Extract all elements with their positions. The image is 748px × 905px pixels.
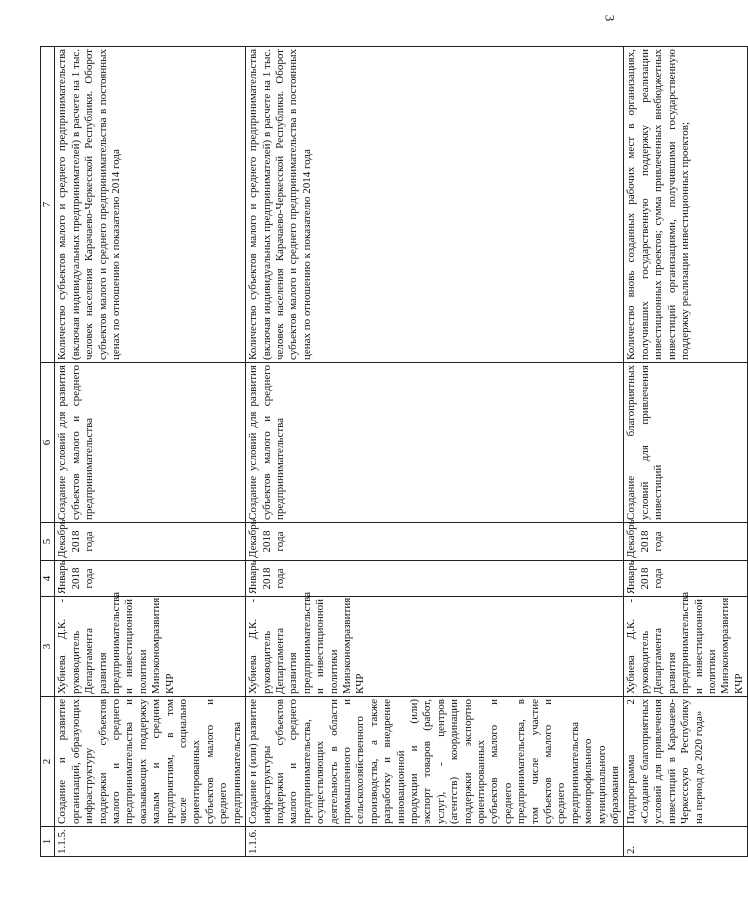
column-number: 4 (41, 561, 55, 597)
page-number: 3 (602, 14, 618, 22)
column-number: 7 (41, 47, 55, 363)
start-date-cell: Январь 2018 года (624, 561, 748, 597)
start-date-cell: Январь 2018 года (55, 561, 246, 597)
event-cell: Создание и развитие организаций, образующих инфраструктуру поддержки субъектов малого и среднего предпринимательства и оказывающих поддержку малым и средним предприятиям, в том числе социально ориентированных субъектов малого и среднего предпринимательства (55, 697, 246, 827)
event-cell: Создание и (или) развитие инфраструктуры поддержки субъектов малого и среднего предпринимательства, осуществляющих деятельность в области промышленного и сельскохозяйственного производства, а также разработку и внедрение инновационной продукции и (или) экспорт товаров (работ, услуг), - центров (агентств) координации поддержки экспортно ориентированных субъектов малого и среднего предпринимательства, в том числе участие субъектов малого и среднего предпринимательства монопрофильного муниципального образования (246, 697, 624, 827)
column-number-row (41, 47, 55, 857)
column-number: 1 (41, 827, 55, 857)
indicators-cell: Количество вновь созданных рабочих мест в организациях, получивших государственную поддержку реализации инвестиционных проектов; сумма привлеченных внебюджетных инвестиций организациями, получившими государственную поддержку реализации инвестиционных проектов; (624, 47, 748, 363)
indicators-cell: Количество субъектов малого и среднего предпринимательства (включая индивидуальных предпринимателей) в расчете на 1 тыс. человек населения Карачаево-Черкесской Республики. Оборот субъектов малого и среднего предпринимательства в постоянных ценах по отношению к показателю 2014 года (246, 47, 624, 363)
table-row (55, 47, 246, 857)
responsible-cell: Хубиева Д.К. - руководитель Департамента развития предпринимательства и инвестиционной политики Минэкономразвития КЧР (624, 597, 748, 697)
responsible-cell: Хубиева Д.К. - руководитель Департамента развития предпринимательства и инвестиционной политики Минэкономразвития КЧР (246, 597, 624, 697)
column-number: 5 (41, 523, 55, 561)
result-cell: Создание условий для развития субъектов малого и среднего предпринимательства (246, 363, 624, 523)
start-date-cell: Январь 2018 года (246, 561, 624, 597)
result-cell: Создание условий для развития субъектов малого и среднего предпринимательства (55, 363, 246, 523)
end-date-cell: Декабрь 2018 года (55, 523, 246, 561)
row-number: 2. (624, 827, 748, 857)
rotated-page (40, 47, 745, 857)
row-number: 1.1.5. (55, 827, 246, 857)
result-cell: Создание благоприятных условий для привлечения инвестиций (624, 363, 748, 523)
table-row (246, 47, 624, 857)
end-date-cell: Декабрь 2018 года (624, 523, 748, 561)
end-date-cell: Декабрь 2018 года (246, 523, 624, 561)
column-number: 6 (41, 363, 55, 523)
row-number: 1.1.6. (246, 827, 624, 857)
table-row (624, 47, 748, 857)
column-number: 2 (41, 697, 55, 827)
plan-table (40, 46, 748, 857)
event-cell: Подпрограмма 2 «Создание благоприятных условий для привлечения инвестиций в Карачаево-Черкесскую Республику на период до 2020 года» (624, 697, 748, 827)
responsible-cell: Хубиева Д.К. - руководитель Департамента развития предпринимательства и инвестиционной политики Минэкономразвития КЧР (55, 597, 246, 697)
indicators-cell: Количество субъектов малого и среднего предпринимательства (включая индивидуальных предпринимателей) в расчете на 1 тыс. человек населения Карачаево-Черкесской Республики. Оборот субъектов малого и среднего предпринимательства в постоянных ценах по отношению к показателю 2014 года (55, 47, 246, 363)
column-number: 3 (41, 597, 55, 697)
